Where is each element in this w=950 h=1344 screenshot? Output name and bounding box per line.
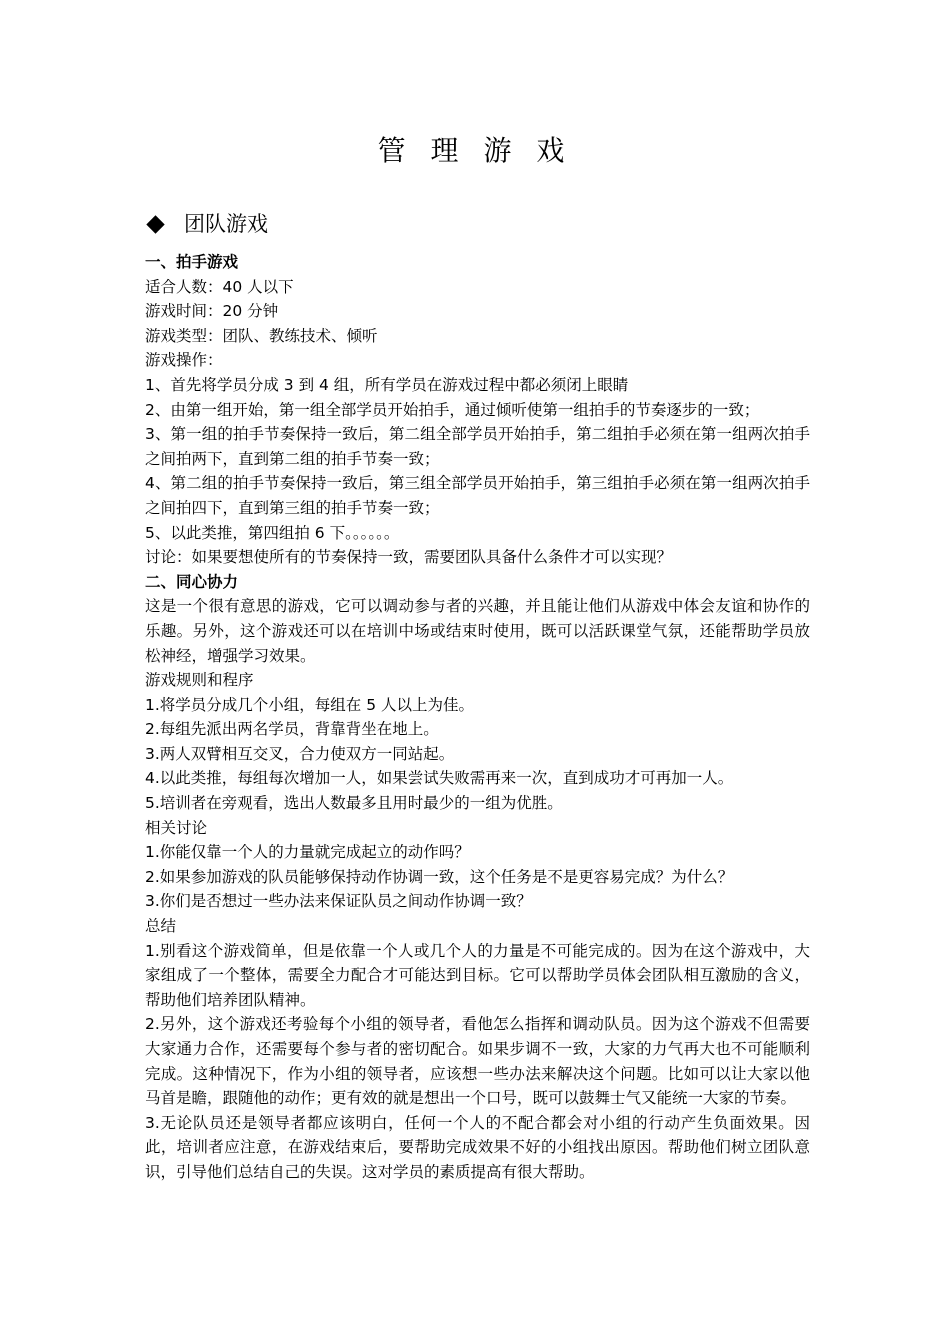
paragraph-line: 游戏操作： <box>145 351 223 370</box>
document-title: 管 理 游 戏 <box>377 134 573 167</box>
paragraph-line: 这是一个很有意思的游戏，它可以调动参与者的兴趣，并且能让他们从游戏中体会友谊和协作的乐趣。另外，这个游戏还可以在培训中场或结束时使用，既可以活跃课堂气氛，还能帮助学员放松神经，增强学习效果。 <box>145 597 810 665</box>
heading-teamwork-game: 二、同心协力 <box>145 572 239 591</box>
paragraph-line: 2.每组先派出两名学员，背靠背坐在地上。 <box>145 720 439 739</box>
paragraph-line: 适合人数：40 人以下 <box>145 277 294 296</box>
paragraph-line: 2.另外，这个游戏还考验每个小组的领导者，看他怎么指挥和调动队员。因为这个游戏不但需要大家通力合作，还需要每个参与者的密切配合。如果步调不一致，大家的力气再大也不可能顺利完成。这种情况下，作为小组的领导者，应该想一些办法来解决这个问题。比如可以让大家以他马首是瞻，跟随他的动作；更有效的就是想出一个口号，既可以鼓舞士气又能统一大家的节奏。 <box>145 1015 810 1108</box>
paragraph-line: 游戏规则和程序 <box>145 671 254 690</box>
paragraph-line: 游戏时间：20 分钟 <box>145 302 279 321</box>
paragraph-line: 3.无论队员还是领导者都应该明白，任何一个人的不配合都会对小组的行动产生负面效果。因此，培训者应注意，在游戏结束后，要帮助完成效果不好的小组找出原因。帮助他们树立团队意识，引导他们总结自己的失误。这对学员的素质提高有很大帮助。 <box>145 1113 810 1181</box>
paragraph-line: 3.你们是否想过一些办法来保证队员之间动作协调一致？ <box>145 892 532 911</box>
paragraph-line: 相关讨论 <box>145 818 208 837</box>
paragraph-line: 2、由第一组开始，第一组全部学员开始拍手，通过倾听使第一组拍手的节奏逐步的一致； <box>145 400 760 419</box>
diamond-bullet-icon <box>146 215 164 233</box>
paragraph-line: 1、首先将学员分成 3 到 4 组，所有学员在游戏过程中都必须闭上眼睛 <box>145 375 629 394</box>
paragraph-line: 1.将学员分成几个小组，每组在 5 人以上为佳。 <box>145 695 475 714</box>
paragraph-line: 1.别看这个游戏简单，但是依靠一个人或几个人的力量是不可能完成的。因为在这个游戏中，大家组成了一个整体，需要全力配合才可能达到目标。它可以帮助学员体会团队相互激励的含义，帮助他们培养团队精神。 <box>145 941 810 1009</box>
paragraph-line: 5、以此类推，第四组拍 6 下。。。。。。 <box>145 523 400 542</box>
paragraph-line: 总结 <box>145 917 177 936</box>
paragraph-line: 2.如果参加游戏的队员能够保持动作协调一致，这个任务是不是更容易完成？为什么？ <box>145 867 734 886</box>
paragraph-line: 5.培训者在旁观看，选出人数最多且用时最少的一组为优胜。 <box>145 794 563 813</box>
document-body <box>145 250 810 1185</box>
heading-clapping-game: 一、拍手游戏 <box>145 253 239 271</box>
paragraph-line: 4、第二组的拍手节奏保持一致后，第三组全部学员开始拍手，第三组拍手必须在第一组两次拍手之间拍四下，直到第三组的拍手节奏一致； <box>145 474 810 517</box>
paragraph-line: 4.以此类推，每组每次增加一人，如果尝试失败需再来一次，直到成功才可再加一人。 <box>145 769 734 788</box>
paragraph-line: 3、第一组的拍手节奏保持一致后，第二组全部学员开始拍手，第二组拍手必须在第一组两次拍手之间拍两下，直到第二组的拍手节奏一致； <box>145 425 810 468</box>
section-heading <box>145 207 268 241</box>
paragraph-line: 1.你能仅靠一个人的力量就完成起立的动作吗？ <box>145 843 470 862</box>
paragraph-line: 3.两人双臂相互交叉，合力使双方一同站起。 <box>145 744 455 763</box>
section-heading-label: 团队游戏 <box>184 212 268 236</box>
paragraph-line: 游戏类型：团队、教练技术、倾听 <box>145 326 378 345</box>
paragraph-line: 讨论：如果要想使所有的节奏保持一致，需要团队具备什么条件才可以实现？ <box>145 548 673 567</box>
